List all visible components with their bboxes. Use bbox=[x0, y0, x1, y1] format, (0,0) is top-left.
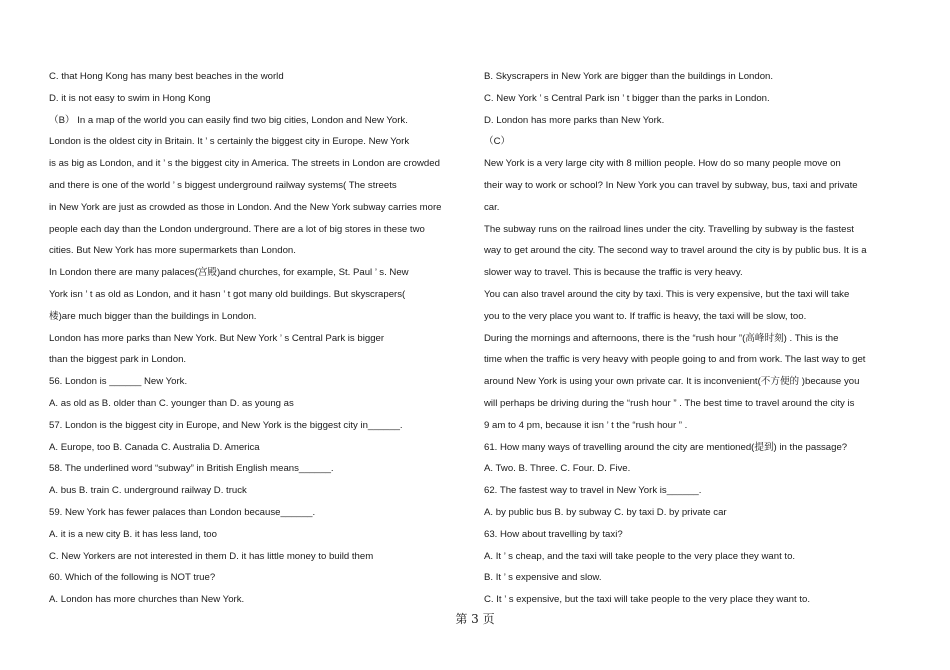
left-text-line: A. bus B. train C. underground railway D. truck bbox=[49, 485, 247, 497]
right-text-line: A. It ’ s cheap, and the taxi will take people to the very place they want to. bbox=[484, 550, 796, 562]
left-text-line: in New York are just as crowded as those in London. And the New York subway carries more bbox=[49, 201, 442, 213]
right-text-line: their way to work or school? In New York you can travel by subway, bus, taxi and private bbox=[484, 180, 858, 191]
right-text-line: 63. How about travelling by taxi? bbox=[484, 528, 623, 540]
left-text-line: 57. London is the biggest city in Europe, and New York is the biggest city in______. bbox=[49, 419, 403, 431]
right-text-line: （C） bbox=[484, 136, 511, 148]
right-text-line: around New York is using your own private car. It is inconvenient(不方便的 )because you bbox=[484, 376, 860, 388]
left-text-line: people each day than the London underground. There are a lot of big stores in these two bbox=[49, 223, 425, 235]
left-text-line: London is the oldest city in Britain. It ’ s certainly the biggest city in Europe. New York bbox=[49, 136, 410, 148]
right-text-line: You can also travel around the city by taxi. This is very expensive, but the taxi will take bbox=[484, 289, 850, 300]
left-text-line: C. that Hong Kong has many best beaches in the world bbox=[49, 71, 284, 82]
right-text-line: The subway runs on the railroad lines under the city. Travelling by subway is the fastest bbox=[484, 223, 854, 235]
right-text-line: C. It ’ s expensive, but the taxi will take people to the very place they want to. bbox=[484, 594, 811, 606]
left-text-line: is as big as London, and it ’ s the biggest city in America. The streets in London are crowded bbox=[49, 158, 440, 170]
right-text-line: way to get around the city. The second way to travel around the city is by public bus. It is a bbox=[484, 245, 867, 257]
right-text-line: car. bbox=[484, 201, 500, 213]
left-text-line: A. it is a new city B. it has less land, too bbox=[49, 528, 217, 540]
right-text-line: A. by public bus B. by subway C. by taxi D. by private car bbox=[484, 507, 727, 518]
right-text-line: C. New York ’ s Central Park isn ’ t bigger than the parks in London. bbox=[484, 92, 770, 104]
right-text-line: New York is a very large city with 8 million people. How do so many people move on bbox=[484, 158, 841, 170]
left-text-line: 58. The underlined word “subway” in British English means______. bbox=[49, 463, 334, 475]
left-text-line: cities. But New York has more supermarkets than London. bbox=[49, 245, 296, 257]
left-text-line: A. Europe, too B. Canada C. Australia D. America bbox=[49, 441, 260, 453]
left-text-line: C. New Yorkers are not interested in them D. it has little money to build them bbox=[49, 550, 374, 562]
left-text-line: 60. Which of the following is NOT true? bbox=[49, 572, 216, 584]
right-text-line: time when the traffic is very heavy with people going to and from work. The last way to get bbox=[484, 354, 866, 366]
left-text-line: 59. New York has fewer palaces than London because______. bbox=[49, 507, 316, 518]
right-text-line: you to the very place you want to. If traffic is heavy, the taxi will be slow, too. bbox=[484, 310, 807, 322]
left-text-line: York isn ’ t as old as London, and it hasn ’ t got many old buildings. But skyscrapers( bbox=[49, 289, 406, 300]
page-number: 第 3 页 bbox=[455, 612, 495, 626]
left-text-line: In London there are many palaces(宫殿)and churches, for example, St. Paul ’ s. New bbox=[49, 267, 409, 279]
left-text-line: and there is one of the world ’ s biggest underground railway systems( The streets bbox=[49, 180, 397, 191]
left-text-line: 楼)are much bigger than the buildings in London. bbox=[49, 310, 257, 322]
left-text-line: D. it is not easy to swim in Hong Kong bbox=[49, 92, 211, 104]
right-text-line: slower way to travel. This is because the traffic is very heavy. bbox=[484, 267, 743, 279]
right-text-line: will perhaps be driving during the “rush hour ” . The best time to travel around the city is bbox=[484, 398, 855, 409]
right-text-line: B. Skyscrapers in New York are bigger than the buildings in London. bbox=[484, 71, 774, 82]
right-text-line: A. Two. B. Three. C. Four. D. Five. bbox=[484, 463, 631, 475]
left-text-line: than the biggest park in London. bbox=[49, 354, 187, 366]
right-text-line: 62. The fastest way to travel in New York is______. bbox=[484, 485, 702, 497]
left-text-line: A. London has more churches than New York. bbox=[49, 594, 245, 606]
left-text-line: London has more parks than New York. But New York ’ s Central Park is bigger bbox=[49, 332, 385, 344]
right-text-line: During the mornings and afternoons, there is the “rush hour ”(高峰时刻) . This is the bbox=[484, 332, 839, 344]
left-text-line: 56. London is ______ New York. bbox=[49, 376, 188, 388]
right-text-line: 9 am to 4 pm, because it isn ’ t the “rush hour ” . bbox=[484, 419, 688, 431]
right-text-line: D. London has more parks than New York. bbox=[484, 114, 665, 126]
right-text-line: B. It ’ s expensive and slow. bbox=[484, 572, 602, 584]
left-text-line: A. as old as B. older than C. younger than D. as young as bbox=[49, 398, 294, 409]
left-text-line: （B） In a map of the world you can easily find two big cities, London and New York. bbox=[49, 114, 408, 126]
right-text-line: 61. How many ways of travelling around the city are mentioned(提到) in the passage? bbox=[484, 441, 848, 453]
